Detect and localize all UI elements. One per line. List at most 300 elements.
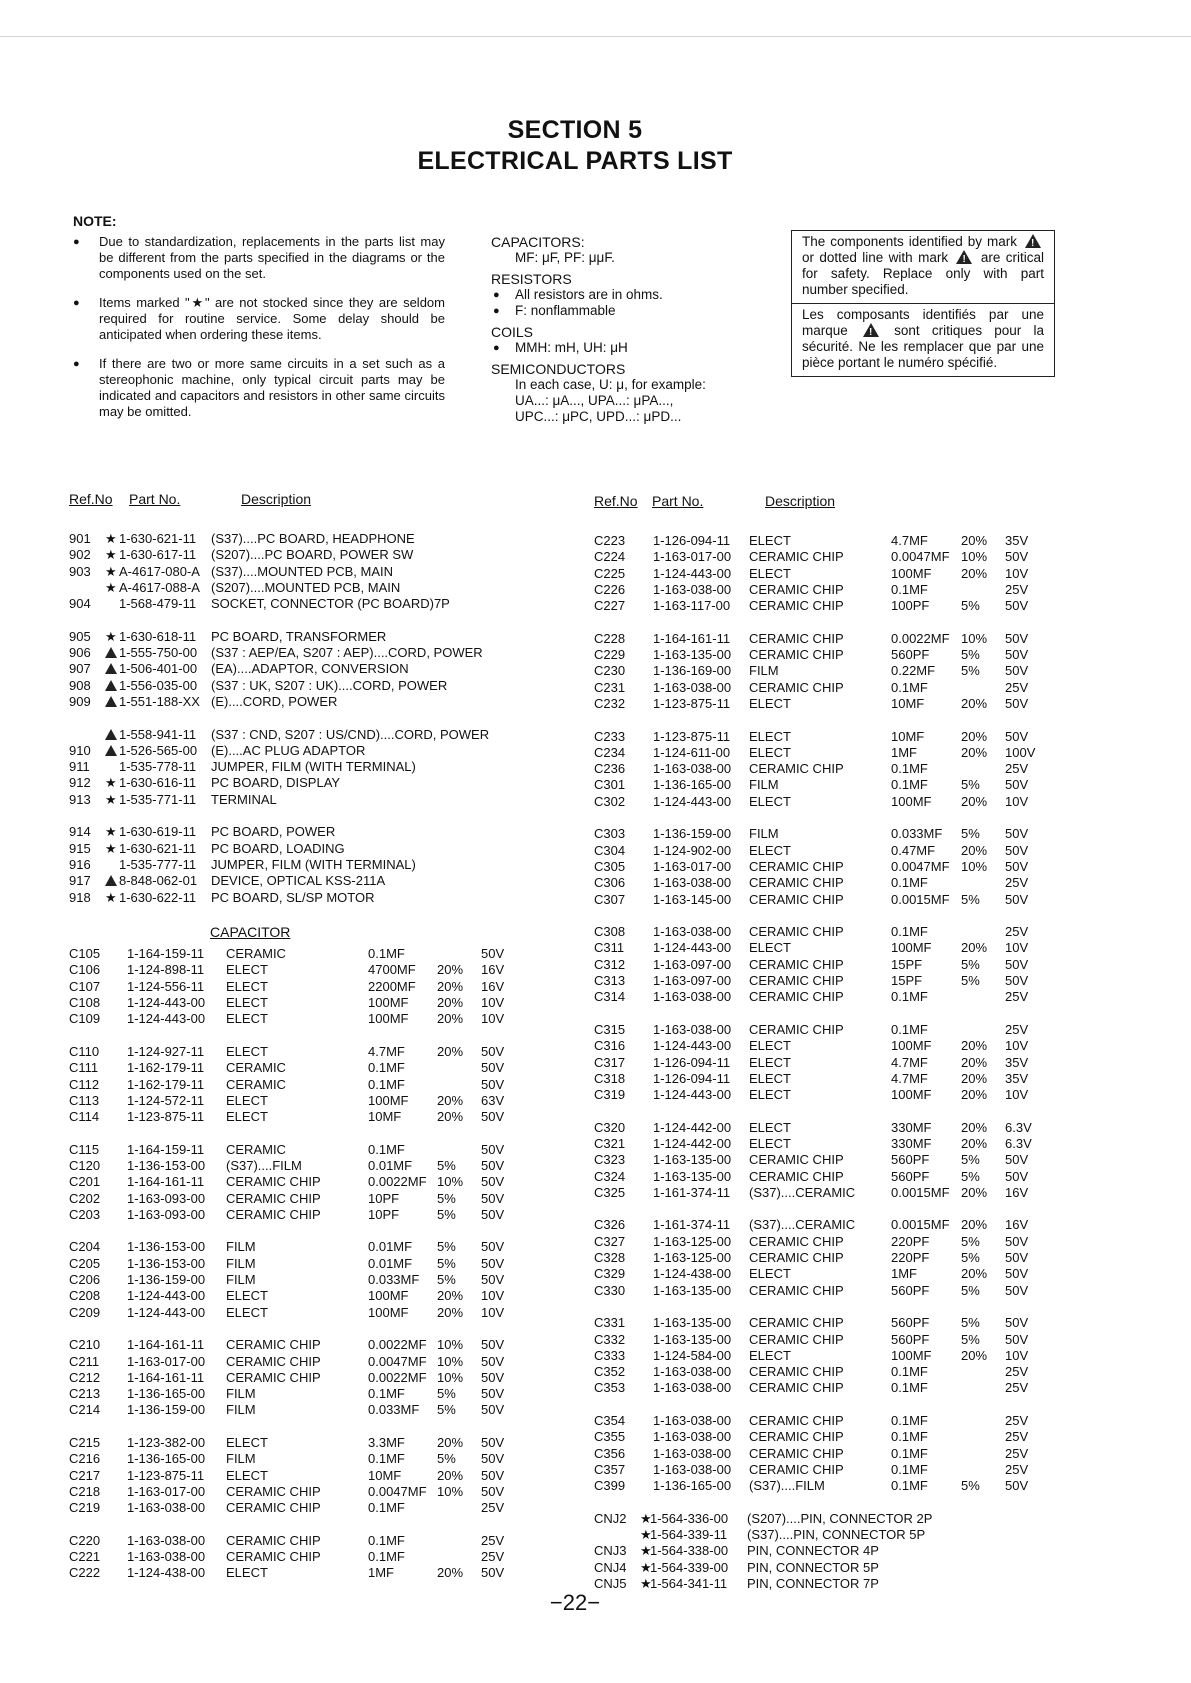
part-no: 1-526-565-00 bbox=[119, 742, 198, 758]
value: 100MF bbox=[891, 565, 932, 581]
voltage: 10V bbox=[1005, 793, 1029, 809]
ref-no: C114 bbox=[69, 1109, 100, 1125]
table-row bbox=[69, 824, 539, 840]
table-row bbox=[69, 661, 539, 677]
tolerance: 5% bbox=[437, 1206, 456, 1222]
tolerance: 5% bbox=[961, 777, 980, 793]
not-stocked-mark: ★ bbox=[105, 889, 117, 905]
part-no: 1-136-165-00 bbox=[127, 1451, 206, 1467]
tolerance: 20% bbox=[961, 728, 988, 744]
voltage: 16V bbox=[1005, 1217, 1029, 1233]
part-no: 1-123-875-11 bbox=[127, 1109, 205, 1125]
part-no: 1-163-135-00 bbox=[653, 1152, 732, 1168]
ref-no: C206 bbox=[69, 1272, 101, 1288]
tolerance: 20% bbox=[961, 1070, 988, 1086]
value: 0.1MF bbox=[891, 761, 928, 777]
part-no: 1-163-125-00 bbox=[653, 1233, 732, 1249]
value: 560PF bbox=[891, 1282, 930, 1298]
description: (E)....CORD, POWER bbox=[211, 693, 338, 709]
part-no: 1-164-161-11 bbox=[127, 1337, 205, 1353]
table-row bbox=[594, 777, 1064, 793]
value: 15PF bbox=[891, 973, 923, 989]
part-no: 1-163-117-00 bbox=[653, 598, 731, 614]
ref-no: C217 bbox=[69, 1467, 101, 1483]
ref-no: 911 bbox=[69, 759, 90, 775]
tolerance: 5% bbox=[961, 1250, 980, 1266]
part-no-header: Part No. bbox=[129, 491, 181, 507]
part-no: 1-124-443-00 bbox=[127, 1011, 206, 1027]
description: ELECT bbox=[749, 940, 791, 956]
tolerance: 20% bbox=[961, 1184, 988, 1200]
table-row bbox=[69, 1337, 539, 1353]
ref-no: 916 bbox=[69, 856, 91, 872]
description: CERAMIC CHIP bbox=[749, 1315, 844, 1331]
value: 0.1MF bbox=[891, 1461, 928, 1477]
part-no: 1-163-135-00 bbox=[653, 1331, 732, 1347]
table-row bbox=[69, 1435, 539, 1451]
semiconductor-note: UA...: μA..., UPA...: μPA..., bbox=[515, 393, 674, 408]
safety-triangle-icon bbox=[105, 661, 118, 677]
ref-no: C224 bbox=[594, 549, 626, 565]
tolerance: 20% bbox=[437, 1435, 464, 1451]
tolerance: 20% bbox=[961, 793, 988, 809]
safety-notice-box bbox=[791, 230, 1055, 377]
tolerance: 5% bbox=[961, 826, 980, 842]
description-header: Description bbox=[241, 491, 312, 507]
table-row bbox=[594, 1543, 1064, 1559]
not-stocked-mark: ★ bbox=[105, 840, 117, 856]
value: 0.0022MF bbox=[368, 1174, 427, 1190]
not-stocked-mark: ★ bbox=[640, 1559, 652, 1575]
semiconductor-note: UPC...: μPC, UPD...: μPD... bbox=[515, 409, 682, 424]
voltage: 50V bbox=[1005, 842, 1029, 858]
ref-no: 918 bbox=[69, 889, 91, 905]
voltage: 25V bbox=[1005, 1461, 1029, 1477]
part-no: 1-162-179-11 bbox=[127, 1076, 205, 1092]
ref-no: C234 bbox=[594, 744, 626, 760]
safety-text: or dotted line with mark bbox=[802, 250, 949, 265]
part-no: 1-630-616-11 bbox=[119, 775, 197, 791]
table-row bbox=[594, 1413, 1064, 1429]
value: 0.0047MF bbox=[368, 1353, 427, 1369]
description: ELECT bbox=[749, 1119, 791, 1135]
table-row bbox=[594, 1332, 1064, 1348]
description: CERAMIC CHIP bbox=[749, 581, 844, 597]
value: 220PF bbox=[891, 1233, 930, 1249]
table-row bbox=[594, 794, 1064, 810]
table-row bbox=[594, 1348, 1064, 1364]
voltage: 50V bbox=[1005, 1331, 1029, 1347]
table-row bbox=[594, 1364, 1064, 1380]
description: ELECT bbox=[226, 1011, 268, 1027]
tolerance: 5% bbox=[961, 956, 980, 972]
tolerance: 5% bbox=[437, 1272, 456, 1288]
description: ELECT bbox=[749, 1038, 791, 1054]
table-row bbox=[594, 1250, 1064, 1266]
ref-no: 903 bbox=[69, 563, 91, 579]
description: (S207)....PC BOARD, POWER SW bbox=[211, 547, 414, 563]
table-row bbox=[69, 1451, 539, 1467]
ref-no: C105 bbox=[69, 946, 101, 962]
description: CERAMIC CHIP bbox=[749, 598, 844, 614]
tolerance: 10% bbox=[437, 1174, 464, 1190]
table-row bbox=[69, 841, 539, 857]
tolerance: 5% bbox=[437, 1239, 456, 1255]
safety-text: are critical for safety. Replace only with part number specified. bbox=[802, 250, 1045, 297]
voltage: 50V bbox=[481, 1435, 505, 1451]
tolerance: 20% bbox=[961, 695, 988, 711]
description: ELECT bbox=[749, 1135, 791, 1151]
description: ELECT bbox=[749, 744, 791, 760]
value: 0.1MF bbox=[891, 989, 928, 1005]
value: 0.1MF bbox=[891, 875, 928, 891]
warning-triangle-icon bbox=[863, 323, 879, 337]
table-row bbox=[594, 1217, 1064, 1233]
part-no: 1-555-750-00 bbox=[119, 645, 198, 661]
value: 0.0022MF bbox=[891, 630, 950, 646]
part-no: 1-124-443-00 bbox=[653, 940, 732, 956]
ref-no: C317 bbox=[594, 1054, 626, 1070]
value: 1MF bbox=[891, 744, 917, 760]
table-row bbox=[594, 859, 1064, 875]
voltage: 16V bbox=[481, 962, 505, 978]
ref-no: C233 bbox=[594, 728, 626, 744]
part-no: 1-126-094-11 bbox=[653, 533, 731, 548]
ref-no: C214 bbox=[69, 1402, 101, 1418]
voltage: 25V bbox=[1005, 1413, 1029, 1429]
ref-no: C326 bbox=[594, 1217, 626, 1233]
capacitors-heading: CAPACITORS: bbox=[491, 234, 585, 250]
tolerance: 20% bbox=[961, 1135, 988, 1151]
description: CERAMIC CHIP bbox=[749, 973, 844, 989]
value: 0.1MF bbox=[368, 1386, 405, 1402]
voltage: 50V bbox=[481, 1141, 505, 1157]
description: CERAMIC CHIP bbox=[749, 858, 844, 874]
note-item: ● If there are two or more same circuits in a set such as a stereophonic machine, only typical circuit parts may be indicated and capacitors and resistors in other same circuits may be omitted. bbox=[73, 356, 445, 420]
value: 0.01MF bbox=[368, 1239, 413, 1255]
table-row bbox=[594, 761, 1064, 777]
table-row bbox=[594, 680, 1064, 696]
voltage: 25V bbox=[1005, 1380, 1029, 1396]
safety-text: sont critiques pour la sécurité. Ne les remplacer que par une pièce portant le numéro spécifié. bbox=[802, 323, 1044, 370]
ref-no: C220 bbox=[69, 1532, 101, 1548]
page-number: −22− bbox=[549, 1590, 601, 1615]
row-gap bbox=[69, 612, 539, 628]
ref-no: 906 bbox=[69, 645, 91, 661]
description: CERAMIC CHIP bbox=[226, 1532, 321, 1548]
table-row bbox=[594, 1185, 1064, 1201]
voltage: 50V bbox=[481, 1402, 505, 1418]
ref-no: C201 bbox=[69, 1174, 101, 1190]
ref-no: C109 bbox=[69, 1011, 101, 1027]
value: 0.0022MF bbox=[368, 1337, 427, 1353]
safety-triangle-icon bbox=[105, 727, 118, 743]
description: ELECT bbox=[226, 1109, 268, 1125]
tolerance: 5% bbox=[437, 1255, 456, 1271]
value: 0.1MF bbox=[891, 924, 928, 940]
table-row bbox=[69, 995, 539, 1011]
description: SOCKET, CONNECTOR (PC BOARD)7P bbox=[211, 596, 450, 612]
warning-triangle-icon bbox=[105, 680, 117, 691]
ref-no: C202 bbox=[69, 1190, 101, 1206]
voltage: 63V bbox=[481, 1092, 505, 1108]
part-no: 1-136-153-00 bbox=[127, 1157, 206, 1173]
part-no: 1-126-094-11 bbox=[653, 1054, 731, 1070]
table-row bbox=[594, 1022, 1064, 1038]
top-rule bbox=[0, 36, 1191, 37]
description: CERAMIC CHIP bbox=[226, 1369, 321, 1385]
voltage: 50V bbox=[481, 1043, 505, 1059]
not-stocked-mark: ★ bbox=[105, 547, 117, 563]
part-no: 1-630-621-11 bbox=[119, 531, 197, 546]
description: CERAMIC CHIP bbox=[749, 1461, 844, 1477]
ref-no: C332 bbox=[594, 1331, 626, 1347]
description: CERAMIC CHIP bbox=[226, 1483, 321, 1499]
part-no: 1-163-038-00 bbox=[653, 1364, 732, 1380]
section-title: ELECTRICAL PARTS LIST bbox=[417, 147, 733, 175]
part-no: 1-164-161-11 bbox=[127, 1369, 205, 1385]
tolerance: 5% bbox=[437, 1190, 456, 1206]
table-row bbox=[594, 940, 1064, 956]
table-row bbox=[69, 1386, 539, 1402]
value: 1MF bbox=[891, 1266, 917, 1282]
table-row bbox=[594, 1234, 1064, 1250]
description: ELECT bbox=[226, 978, 268, 994]
row-gap bbox=[69, 1125, 539, 1141]
value: 220PF bbox=[891, 1250, 930, 1266]
part-no: 1-124-902-00 bbox=[653, 842, 732, 858]
description: CERAMIC CHIP bbox=[749, 1282, 844, 1298]
part-no: 1-568-479-11 bbox=[119, 596, 197, 612]
value: 0.47MF bbox=[891, 842, 936, 858]
voltage: 50V bbox=[481, 1353, 505, 1369]
ref-no: C354 bbox=[594, 1413, 626, 1429]
voltage: 50V bbox=[1005, 549, 1029, 565]
ref-no: C111 bbox=[69, 1060, 99, 1076]
part-no: 1-124-438-00 bbox=[127, 1565, 206, 1581]
row-gap bbox=[69, 1419, 539, 1435]
part-no: 1-163-135-00 bbox=[653, 1282, 732, 1298]
row-gap bbox=[594, 1299, 1064, 1315]
voltage: 10V bbox=[1005, 1347, 1029, 1363]
value: 560PF bbox=[891, 1152, 930, 1168]
part-no: 1-124-443-00 bbox=[127, 1304, 206, 1320]
voltage: 50V bbox=[481, 1174, 505, 1190]
capacitor-heading: CAPACITOR bbox=[210, 924, 291, 941]
voltage: 50V bbox=[1005, 647, 1029, 663]
voltage: 25V bbox=[481, 1532, 505, 1548]
warning-triangle-icon bbox=[105, 663, 117, 674]
description: FILM bbox=[226, 1451, 256, 1467]
description: ELECT bbox=[226, 1043, 268, 1059]
ref-no: CNJ4 bbox=[594, 1559, 627, 1575]
tolerance: 10% bbox=[961, 630, 988, 646]
tolerance: 20% bbox=[437, 1109, 464, 1125]
description: CERAMIC CHIP bbox=[749, 989, 844, 1005]
table-row bbox=[69, 1044, 539, 1060]
voltage: 50V bbox=[1005, 1282, 1029, 1298]
voltage: 50V bbox=[481, 1255, 505, 1271]
description: ELECT bbox=[226, 1288, 268, 1304]
units-legend bbox=[491, 234, 751, 425]
description: PIN, CONNECTOR 5P bbox=[747, 1559, 879, 1575]
voltage: 25V bbox=[1005, 1445, 1029, 1461]
tolerance: 20% bbox=[437, 1304, 464, 1320]
ref-no: C219 bbox=[69, 1500, 101, 1516]
description: FILM bbox=[226, 1255, 256, 1271]
value: 15PF bbox=[891, 956, 923, 972]
ref-no: C218 bbox=[69, 1483, 101, 1499]
table-row bbox=[69, 792, 539, 808]
value: 4700MF bbox=[368, 962, 416, 978]
tolerance: 20% bbox=[961, 1054, 988, 1070]
table-row bbox=[69, 727, 539, 743]
table-row bbox=[69, 775, 539, 791]
table-row bbox=[69, 1207, 539, 1223]
ref-no: 905 bbox=[69, 628, 91, 644]
part-no: 1-535-778-11 bbox=[119, 759, 197, 775]
table-row bbox=[594, 1315, 1064, 1331]
row-gap bbox=[594, 1103, 1064, 1119]
tolerance: 20% bbox=[961, 533, 988, 548]
ref-no: C216 bbox=[69, 1451, 101, 1467]
value: 0.1MF bbox=[368, 1141, 405, 1157]
table-row bbox=[69, 1256, 539, 1272]
part-no: 1-124-443-00 bbox=[653, 1087, 732, 1103]
description: (S207)....MOUNTED PCB, MAIN bbox=[211, 579, 401, 595]
table-row bbox=[69, 759, 539, 775]
description: CERAMIC bbox=[226, 1060, 286, 1076]
tolerance: 5% bbox=[961, 1233, 980, 1249]
part-no: 1-163-038-00 bbox=[653, 761, 732, 777]
table-row bbox=[594, 533, 1064, 549]
voltage: 50V bbox=[1005, 1250, 1029, 1266]
description: CERAMIC CHIP bbox=[226, 1337, 321, 1353]
part-no: 1-136-159-00 bbox=[653, 826, 732, 842]
description: (S37)....FILM bbox=[749, 1478, 825, 1494]
table-row bbox=[594, 647, 1064, 663]
value: 0.1MF bbox=[891, 1021, 928, 1037]
value: 560PF bbox=[891, 1315, 930, 1331]
part-no: 1-124-611-00 bbox=[653, 744, 731, 760]
description: FILM bbox=[226, 1239, 256, 1255]
voltage: 50V bbox=[1005, 956, 1029, 972]
ref-no: C325 bbox=[594, 1184, 626, 1200]
warning-triangle-icon bbox=[105, 647, 117, 658]
description: FILM bbox=[226, 1386, 256, 1402]
description: CERAMIC CHIP bbox=[749, 924, 844, 940]
part-no: 1-136-153-00 bbox=[127, 1239, 206, 1255]
value: 100MF bbox=[368, 995, 409, 1011]
tolerance: 20% bbox=[961, 1217, 988, 1233]
table-row bbox=[594, 1380, 1064, 1396]
part-no: 1-163-038-00 bbox=[653, 679, 732, 695]
table-row bbox=[594, 1266, 1064, 1282]
tolerance: 10% bbox=[437, 1369, 464, 1385]
description: CERAMIC CHIP bbox=[226, 1353, 321, 1369]
warning-triangle-icon bbox=[105, 696, 117, 707]
value: 10PF bbox=[368, 1206, 400, 1222]
row-gap bbox=[69, 1223, 539, 1239]
part-no: 1-630-617-11 bbox=[119, 547, 197, 563]
ref-no: 902 bbox=[69, 547, 91, 563]
tolerance: 20% bbox=[961, 565, 988, 581]
tolerance: 5% bbox=[961, 1152, 980, 1168]
part-no: 1-163-017-00 bbox=[653, 858, 732, 874]
ref-no: C305 bbox=[594, 858, 626, 874]
description: (S37)....PC BOARD, HEADPHONE bbox=[211, 531, 415, 546]
part-no: 1-506-401-00 bbox=[119, 661, 198, 677]
description: (S37)....MOUNTED PCB, MAIN bbox=[211, 563, 394, 579]
value: 0.1MF bbox=[368, 1060, 405, 1076]
value: 10MF bbox=[891, 728, 925, 744]
description: (EA)....ADAPTOR, CONVERSION bbox=[211, 661, 409, 677]
ref-no: C115 bbox=[69, 1141, 100, 1157]
voltage: 10V bbox=[1005, 1087, 1029, 1103]
tolerance: 5% bbox=[961, 1168, 980, 1184]
voltage: 50V bbox=[1005, 598, 1029, 614]
part-no: 1-551-188-XX bbox=[119, 693, 200, 709]
value: 560PF bbox=[891, 1331, 930, 1347]
not-stocked-mark: ★ bbox=[640, 1510, 652, 1526]
part-no: 1-161-374-11 bbox=[653, 1184, 731, 1200]
description: (S37)....PIN, CONNECTOR 5P bbox=[747, 1527, 926, 1543]
part-no: 1-164-161-11 bbox=[127, 1174, 205, 1190]
ref-no: C110 bbox=[69, 1043, 100, 1059]
voltage: 10V bbox=[481, 1011, 505, 1027]
semiconductors-heading: SEMICONDUCTORS bbox=[491, 361, 626, 377]
description: PC BOARD, LOADING bbox=[211, 840, 345, 856]
description: TERMINAL bbox=[211, 791, 277, 807]
part-no: 1-163-038-00 bbox=[653, 989, 732, 1005]
tolerance: 5% bbox=[961, 973, 980, 989]
voltage: 10V bbox=[1005, 1038, 1029, 1054]
description: DEVICE, OPTICAL KSS-211A bbox=[211, 873, 386, 889]
ref-no: C356 bbox=[594, 1445, 626, 1461]
description: CERAMIC CHIP bbox=[749, 647, 844, 663]
safety-text: Les composants identifiés par une marque bbox=[802, 307, 1044, 338]
ref-no: C212 bbox=[69, 1369, 101, 1385]
value: 4.7MF bbox=[891, 533, 928, 548]
part-no: 1-126-094-11 bbox=[653, 1070, 731, 1086]
description: CERAMIC CHIP bbox=[749, 875, 844, 891]
table-row bbox=[69, 946, 539, 962]
ref-no: C226 bbox=[594, 581, 626, 597]
row-gap bbox=[594, 614, 1064, 630]
ref-no: 915 bbox=[69, 840, 91, 856]
description: CERAMIC CHIP bbox=[749, 1413, 844, 1429]
capacitor-parts-right bbox=[594, 533, 1064, 1511]
tolerance: 20% bbox=[961, 940, 988, 956]
part-no: 1-163-038-00 bbox=[653, 581, 732, 597]
description: CERAMIC CHIP bbox=[749, 956, 844, 972]
ref-no: C106 bbox=[69, 962, 101, 978]
ref-no: CNJ5 bbox=[594, 1576, 627, 1591]
assembly-parts bbox=[69, 531, 539, 922]
value: 0.0022MF bbox=[368, 1369, 427, 1385]
value: 0.033MF bbox=[368, 1402, 420, 1418]
table-row bbox=[594, 1136, 1064, 1152]
value: 0.0047MF bbox=[891, 549, 950, 565]
tolerance: 20% bbox=[961, 1266, 988, 1282]
ref-no: C215 bbox=[69, 1435, 101, 1451]
ref-no: C320 bbox=[594, 1119, 626, 1135]
value: 0.1MF bbox=[891, 1429, 928, 1445]
tolerance: 10% bbox=[437, 1337, 464, 1353]
value: 0.0015MF bbox=[891, 891, 950, 907]
tolerance: 20% bbox=[437, 1011, 464, 1027]
table-row bbox=[69, 743, 539, 759]
